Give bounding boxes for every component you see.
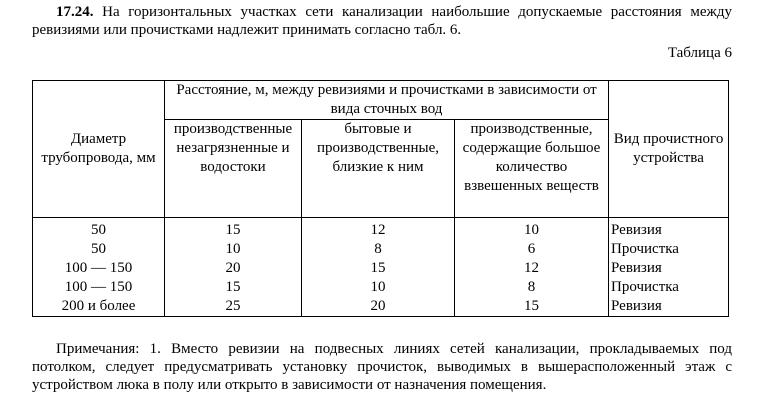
cell-device: Ревизия (609, 218, 729, 241)
header-distance-group: Расстояние, м, между ревизиями и прочистками в зависимости от вида сточных вод (165, 81, 609, 120)
table-caption: Таблица 6 (667, 45, 732, 61)
table-row (33, 278, 729, 297)
clause-paragraph (32, 0, 732, 39)
distance-table (32, 80, 729, 317)
table-row (33, 218, 729, 241)
cell-diameter: 200 и более (33, 297, 165, 317)
cell-diameter: 100 — 150 (33, 259, 165, 278)
table-row (33, 259, 729, 278)
cell-distance-2: 20 (302, 297, 455, 317)
header-device-type: Вид прочистного устройства (609, 81, 729, 218)
cell-device: Прочистка (609, 278, 729, 297)
cell-device: Ревизия (609, 297, 729, 317)
cell-distance-2: 8 (302, 240, 455, 259)
cell-distance-3: 8 (455, 278, 609, 297)
cell-distance-2: 12 (302, 218, 455, 241)
cell-device: Прочистка (609, 240, 729, 259)
header-diameter: Диаметр трубопровода, мм (33, 81, 165, 218)
clause-text: На горизонтальных участках сети канализации наибольшие допускаемые расстояния между ревизиями или прочистками надлежит принимать согласно табл. 6. (32, 4, 732, 38)
cell-distance-3: 15 (455, 297, 609, 317)
cell-device: Ревизия (609, 259, 729, 278)
cell-diameter: 50 (33, 240, 165, 259)
document-page (32, 0, 732, 393)
table-row (33, 297, 729, 317)
table-row (33, 240, 729, 259)
cell-distance-2: 15 (302, 259, 455, 278)
header-clean-industrial: производственные незагрязненные и водостоки (165, 120, 302, 218)
cell-diameter: 50 (33, 218, 165, 241)
header-domestic: бытовые и производственные, близкие к ним (302, 120, 455, 218)
cell-distance-2: 10 (302, 278, 455, 297)
cell-distance-1: 10 (165, 240, 302, 259)
cell-distance-1: 15 (165, 218, 302, 241)
cell-distance-1: 25 (165, 297, 302, 317)
cell-distance-3: 6 (455, 240, 609, 259)
cell-distance-1: 15 (165, 278, 302, 297)
cell-diameter: 100 — 150 (33, 278, 165, 297)
clause-number: 17.24. (56, 4, 94, 20)
cell-distance-3: 10 (455, 218, 609, 241)
cell-distance-1: 20 (165, 259, 302, 278)
notes-paragraph: Примечания: 1. Вместо ревизии на подвесных линиях сетей канализации, прокладываемых под потолком, следует предусматривать установку прочисток, выводимых в вышерасположенный этаж с устройством люка в полу или открыто в зависимости от назначения помещения. (32, 341, 732, 393)
cell-distance-3: 12 (455, 259, 609, 278)
header-suspended-solids: производственные, содержащие большое количество взвешенных веществ (455, 120, 609, 218)
